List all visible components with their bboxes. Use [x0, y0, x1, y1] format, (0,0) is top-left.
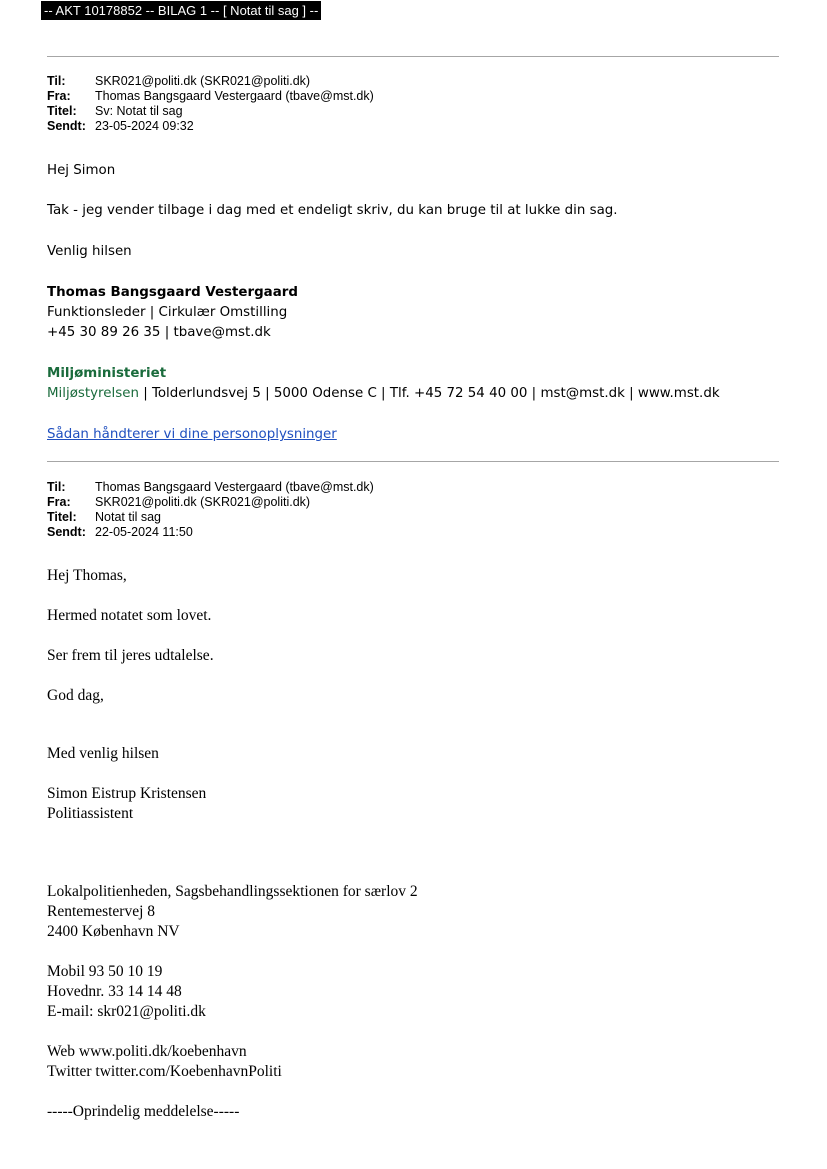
- header-value: Thomas Bangsgaard Vestergaard (tbave@mst.dk): [95, 480, 374, 494]
- header-row-from: [47, 89, 374, 104]
- email2-closing: Med venlig hilsen: [47, 745, 159, 762]
- email2-twitter: Twitter twitter.com/KoebenhavnPoliti: [47, 1063, 282, 1080]
- email2-unit: Lokalpolitienheden, Sagsbehandlingssektionen for særlov 2: [47, 883, 418, 900]
- email2-line-2: Ser frem til jeres udtalelse.: [47, 647, 214, 664]
- email1-closing: Venlig hilsen: [47, 244, 132, 259]
- header-row-sent: [47, 525, 374, 540]
- header-row-subject: [47, 104, 374, 119]
- email1-sender-title: Funktionsleder | Cirkulær Omstilling: [47, 305, 288, 320]
- divider: [47, 461, 779, 462]
- header-value: SKR021@politi.dk (SKR021@politi.dk): [95, 495, 311, 509]
- header-value: 23-05-2024 09:32: [95, 119, 194, 133]
- email1-header: [47, 74, 374, 134]
- email1-sender-contact: +45 30 89 26 35 | tbave@mst.dk: [47, 325, 271, 340]
- header-value: Thomas Bangsgaard Vestergaard (tbave@mst.dk): [95, 89, 374, 103]
- header-label: Til:: [47, 480, 66, 494]
- header-label: Titel:: [47, 104, 77, 118]
- header-label: Sendt:: [47, 119, 86, 133]
- email2-city: 2400 København NV: [47, 923, 180, 940]
- email1-agency-line: [47, 384, 720, 404]
- header-value: 22-05-2024 11:50: [95, 525, 193, 539]
- original-message-marker: -----Oprindelig meddelelse-----: [47, 1103, 240, 1120]
- divider: [47, 56, 779, 57]
- header-label: Fra:: [47, 495, 71, 509]
- email2-line-1: Hermed notatet som lovet.: [47, 607, 212, 624]
- email2-line-3: God dag,: [47, 687, 104, 704]
- email2-email: E-mail: skr021@politi.dk: [47, 1003, 206, 1020]
- header-value: Sv: Notat til sag: [95, 104, 183, 118]
- email1-org: Miljøministeriet: [47, 366, 167, 381]
- email2-sender-name: Simon Eistrup Kristensen: [47, 785, 207, 802]
- header-row-sent: [47, 119, 374, 134]
- header-label: Sendt:: [47, 525, 86, 539]
- agency-name: Miljøstyrelsen: [47, 386, 139, 401]
- header-label: Titel:: [47, 510, 77, 524]
- privacy-link[interactable]: Sådan håndterer vi dine personoplysninger: [47, 427, 337, 442]
- header-label: Fra:: [47, 89, 71, 103]
- header-row-from: [47, 495, 374, 510]
- email1-sender-name: Thomas Bangsgaard Vestergaard: [47, 285, 298, 300]
- header-value: SKR021@politi.dk (SKR021@politi.dk): [95, 74, 311, 88]
- email2-greeting: Hej Thomas,: [47, 567, 127, 584]
- email2-mobile: Mobil 93 50 10 19: [47, 963, 163, 980]
- header-row-to: [47, 480, 374, 495]
- header-value: Notat til sag: [95, 510, 162, 524]
- email2-header: [47, 480, 374, 540]
- email1-body: Tak - jeg vender tilbage i dag med et endeligt skriv, du kan bruge til at lukke din sag.: [47, 203, 618, 218]
- document-banner: -- AKT 10178852 -- BILAG 1 -- [ Notat til sag ] --: [41, 1, 321, 20]
- header-label: Til:: [47, 74, 66, 88]
- header-row-subject: [47, 510, 374, 525]
- email2-street: Rentemestervej 8: [47, 903, 156, 920]
- agency-details: | Tolderlundsvej 5 | 5000 Odense C | Tlf. +45 72 54 40 00 | mst@mst.dk | www.mst.dk: [138, 386, 720, 401]
- email2-sender-title: Politiassistent: [47, 805, 134, 822]
- header-row-to: [47, 74, 374, 89]
- email2-main-phone: Hovednr. 33 14 14 48: [47, 983, 182, 1000]
- email2-web: Web www.politi.dk/koebenhavn: [47, 1043, 247, 1060]
- email1-greeting: Hej Simon: [47, 163, 116, 178]
